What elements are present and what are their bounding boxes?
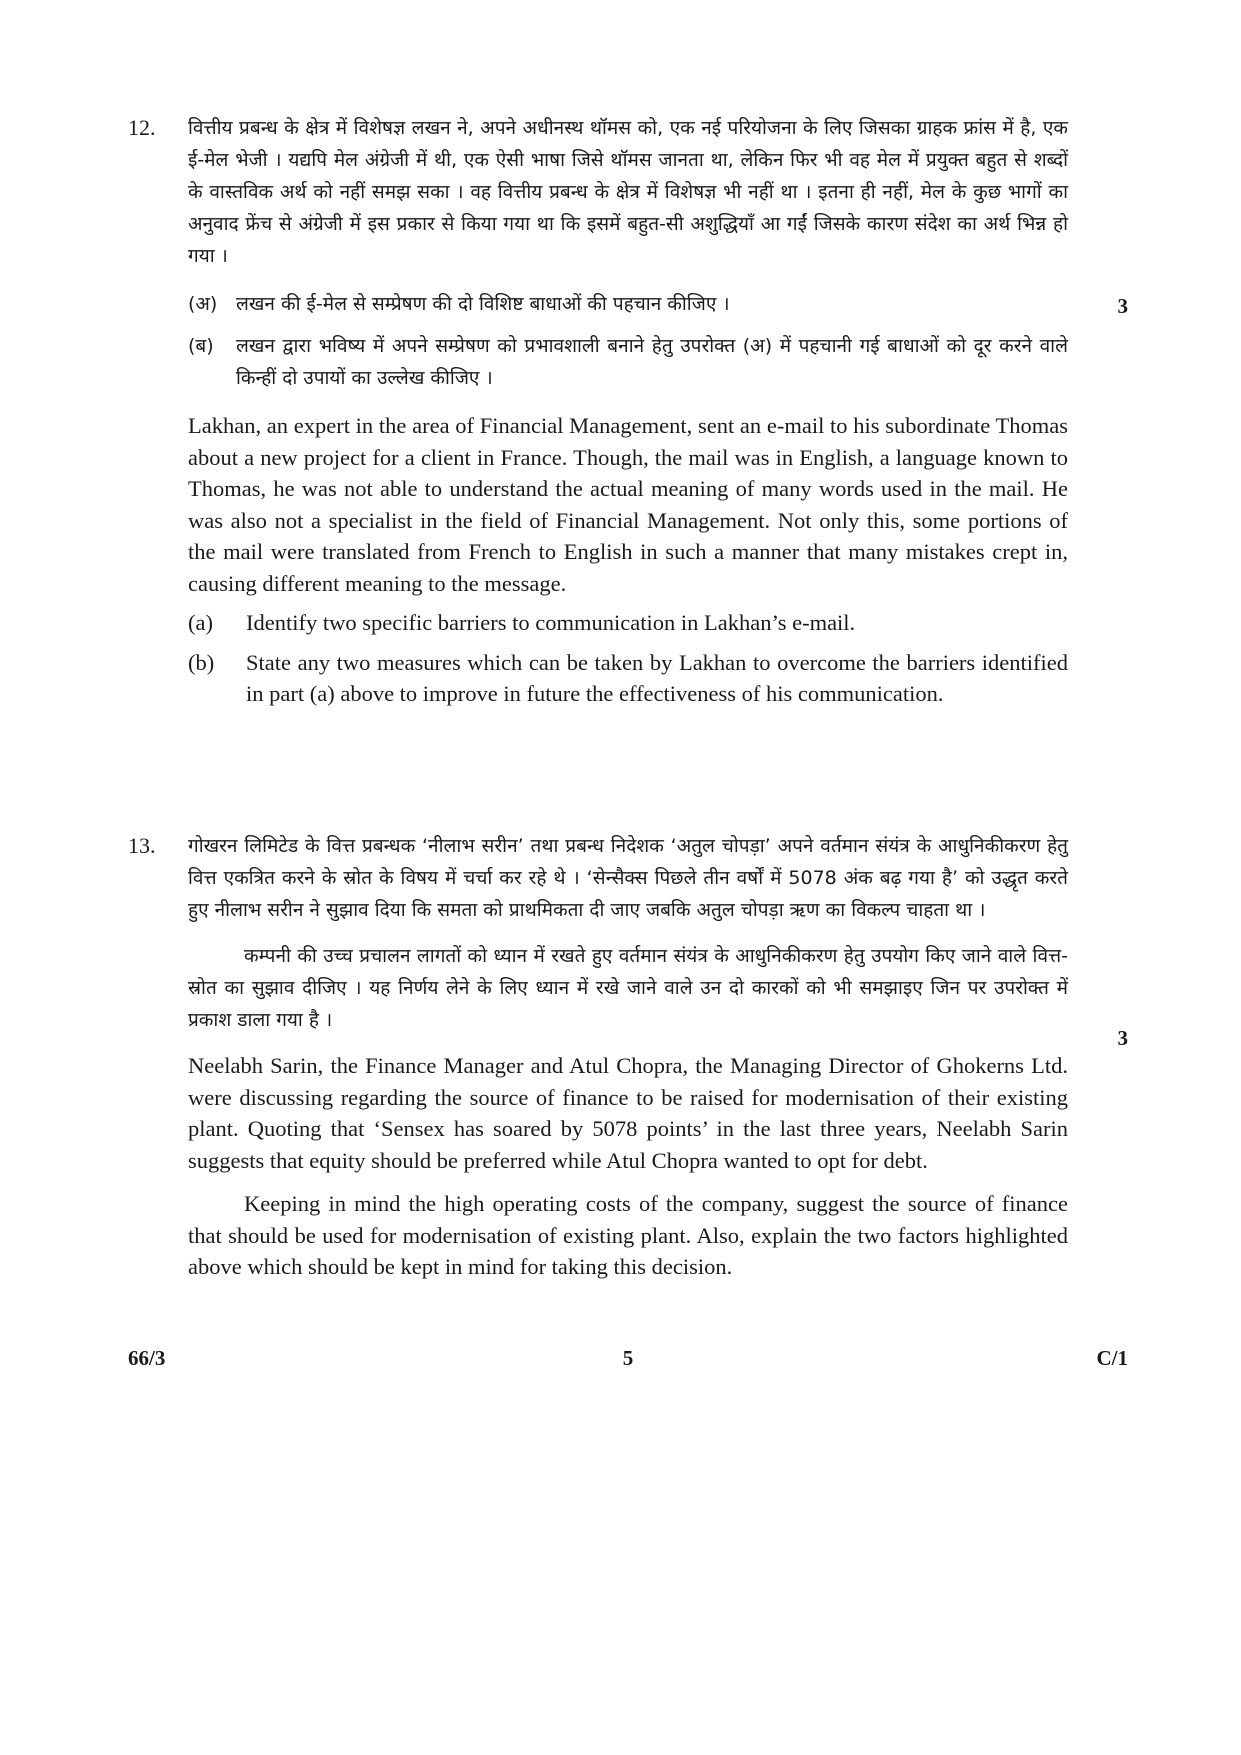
page-footer xyxy=(128,1346,1128,1376)
question-english-text-1: Neelabh Sarin, the Finance Manager and Atul Chopra, the Managing Director of Ghokerns Ltd. were discussing regarding the source of finance to be raised for modernisation of their existing plant. Quoting that ‘Sensex has soared by 5078 points’ in the last three years, Neelabh Sarin suggests that equity should be preferred while Atul Chopra wanted to opt for debt. xyxy=(188,1053,1068,1173)
sub-question-b-hindi xyxy=(188,330,1068,394)
set-code: C/1 xyxy=(1096,1346,1128,1370)
sub-question-b-english xyxy=(188,647,1068,710)
page-number: 5 xyxy=(622,1346,634,1370)
sub-question-a-hindi xyxy=(188,288,1068,320)
marks: 3 xyxy=(1117,294,1128,318)
question-13 xyxy=(128,830,1128,1283)
sub-question-label: (a) xyxy=(188,610,213,635)
sub-question-text: लखन द्वारा भविष्य में अपने सम्प्रेषण को प्रभावशाली बनाने हेतु उपरोक्त (अ) में पहचानी गई बाधाओं को दूर करने वाले किन्हीं दो उपायों का उल्लेख कीजिए । xyxy=(236,335,1068,389)
sub-question-text: Identify two specific barriers to communication in Lakhan’s e-mail. xyxy=(246,610,856,635)
sub-question-text: State any two measures which can be taken by Lakhan to overcome the barriers identified in part (a) above to improve in future the effectiveness of his communication. xyxy=(246,649,1068,706)
sub-question-label: (अ) xyxy=(188,293,218,315)
question-number: 13. xyxy=(128,833,156,858)
question-hindi-text-1: गोखरन लिमिटेड के वित्त प्रबन्धक ‘नीलाभ सरीन’ तथा प्रबन्ध निदेशक ‘अतुल चोपड़ा’ अपने वर्तमान संयंत्र के आधुनिकीकरण हेतु वित्त एकत्रित करने के स्रोत के विषय में चर्चा कर रहे थे । ‘सेन्सैक्स पिछले तीन वर्षों में 5078 अंक बढ़ गया है’ को उद्धृत करते हुए नीलाभ सरीन ने सुझाव दिया कि समता को प्राथमिकता दी जाए जबकि अतुल चोपड़ा ऋण का विकल्प चाहता था । xyxy=(188,835,1068,921)
sub-question-label: (b) xyxy=(188,649,215,675)
question-english-text: Lakhan, an expert in the area of Financial Management, sent an e-mail to his subordinate Thomas about a new project for a client in France. Though, the mail was in English, a language known to Thomas, he was not able to understand the actual meaning of many words used in the mail. He was also not a specialist in the field of Financial Management. Not only this, some portions of the mail were translated from French to English in such a manner that many mistakes crept in, causing different meaning to the message. xyxy=(188,413,1068,596)
question-hindi-text-2: कम्पनी की उच्च प्रचालन लागतों को ध्यान में रखते हुए वर्तमान संयंत्र के आधुनिकीकरण हेतु उपयोग किए जाने वाले वित्त-स्रोत का सुझाव दीजिए । यह निर्णय लेने के लिए ध्यान में रखे जाने वाले उन दो कारकों को भी समझाइए जिन पर उपरोक्त में प्रकाश डाला गया है । xyxy=(188,945,1068,1031)
sub-question-a-english xyxy=(188,607,1068,639)
question-12 xyxy=(128,112,1128,710)
marks: 3 xyxy=(1117,1026,1128,1050)
question-number: 12. xyxy=(128,115,156,140)
sub-question-label: (ब) xyxy=(188,335,214,357)
paper-code: 66/3 xyxy=(128,1346,166,1370)
question-english-text-2: Keeping in mind the high operating costs of the company, suggest the source of finance that should be used for modernisation of existing plant. Also, explain the two factors highlighted above which should be kept in mind for taking this decision. xyxy=(188,1191,1068,1279)
question-hindi-text: वित्तीय प्रबन्ध के क्षेत्र में विशेषज्ञ लखन ने, अपने अधीनस्थ थॉमस को, एक नई परियोजना के लिए जिसका ग्राहक फ्रांस में है, एक ई-मेल भेजी । यद्यपि मेल अंग्रेजी में थी, एक ऐसी भाषा जिसे थॉमस जानता था, लेकिन फिर भी वह मेल में प्रयुक्त बहुत से शब्दों के वास्तविक अर्थ को नहीं समझ सका । वह वित्तीय प्रबन्ध के क्षेत्र में विशेषज्ञ भी नहीं था । इतना ही नहीं, मेल के कुछ भागों का अनुवाद फ्रेंच से अंग्रेजी में इस प्रकार से किया गया था कि इसमें बहुत-सी अशुद्धियाँ आ गईं जिसके कारण संदेश का अर्थ भिन्न हो गया । xyxy=(188,117,1068,267)
sub-question-text: लखन की ई-मेल से सम्प्रेषण की दो विशिष्ट बाधाओं की पहचान कीजिए । xyxy=(236,293,730,315)
